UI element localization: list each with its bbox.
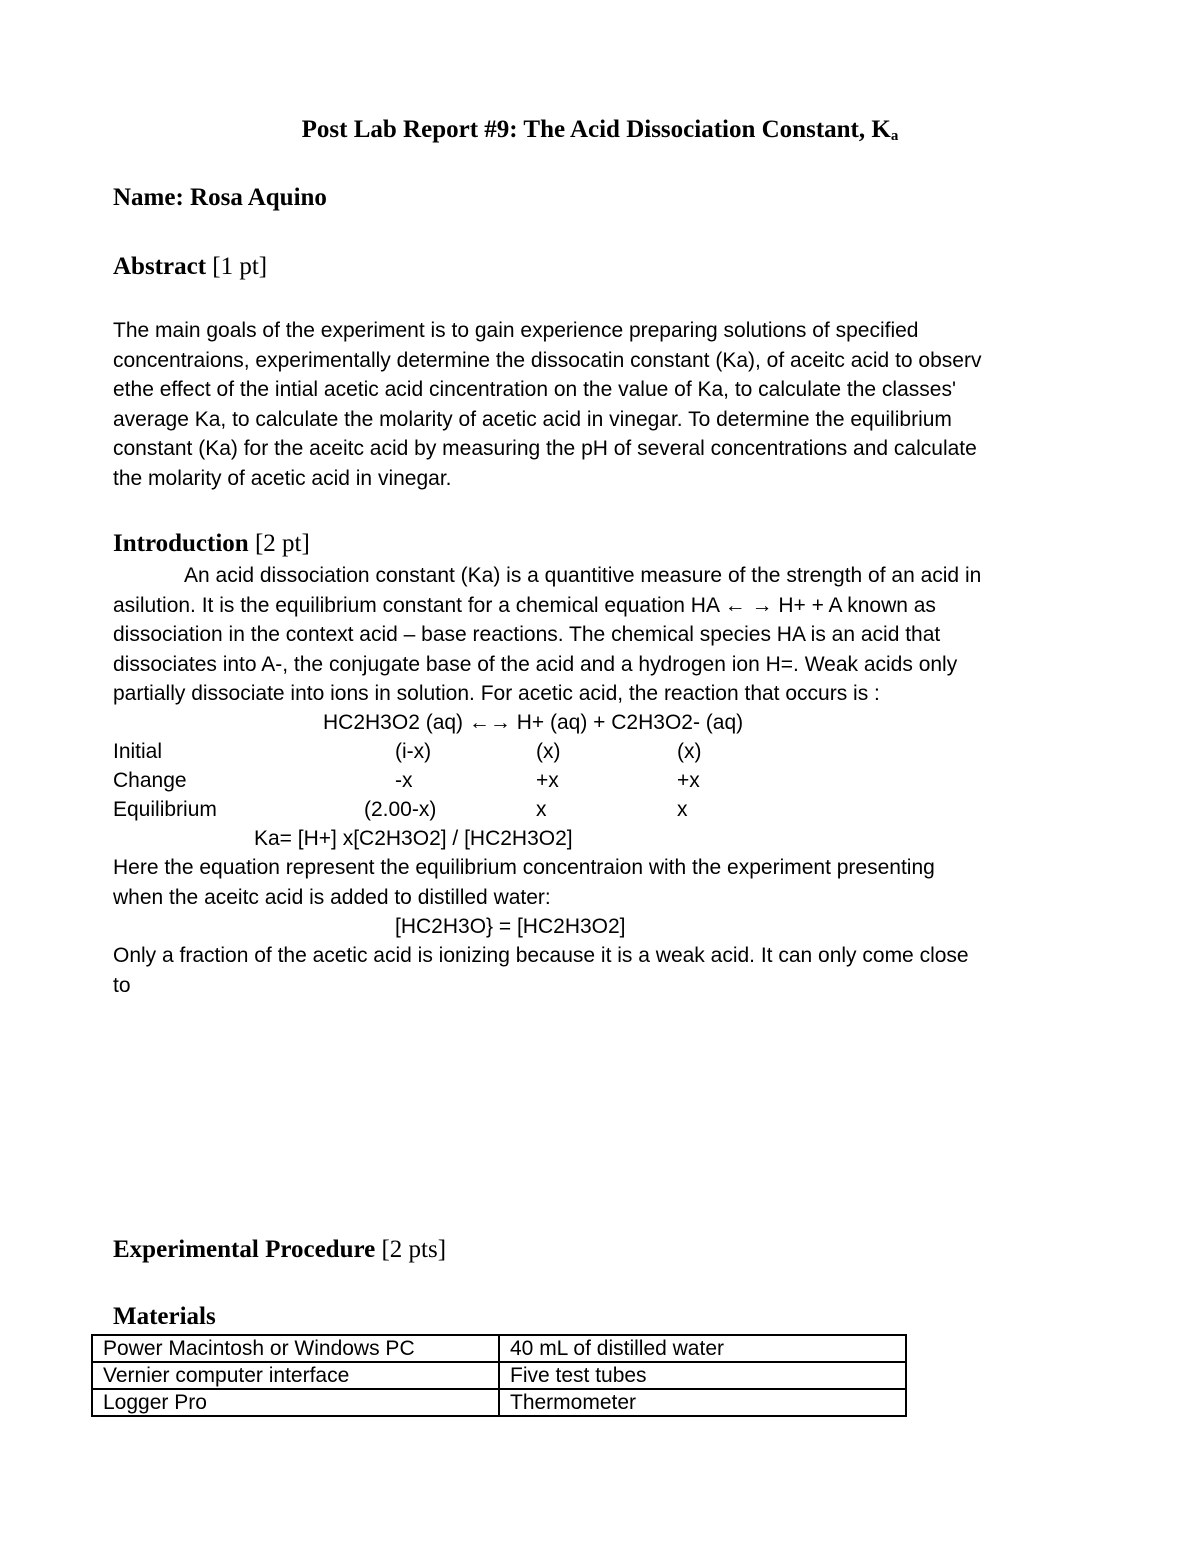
abstract-line: the molarity of acetic acid in vinegar. [113, 466, 452, 490]
ice-value: -x [395, 769, 413, 792]
table-cell: 40 mL of distilled water [499, 1335, 906, 1362]
ice-value: (i-x) [395, 740, 432, 763]
ice-label: Initial [113, 740, 163, 763]
abstract-line: concentraions, experimentally determine the dissocatin constant (Ka), of aceitc acid to observ [113, 348, 982, 372]
table-cell: Logger Pro [92, 1389, 499, 1416]
intro-line: An acid dissociation constant (Ka) is a quantitive measure of the strength of an acid in [184, 564, 982, 587]
ice-label: Equilibrium [113, 798, 217, 821]
name-heading: Name: Rosa Aquino [113, 184, 327, 211]
intro-line: when the aceitc acid is added to distilled water: [113, 885, 551, 909]
ice-value: +x [677, 769, 700, 792]
concentration-equality: [HC2H3O} = [HC2H3O2] [395, 915, 626, 938]
reaction-equation: HC2H3O2 (aq) ←→ H+ (aq) + C2H3O2- (aq) [323, 711, 744, 734]
table-cell: Vernier computer interface [92, 1362, 499, 1389]
ice-value: (x) [677, 740, 702, 763]
ice-value: (x) [536, 740, 561, 763]
materials-table [91, 1334, 907, 1417]
abstract-line: ethe effect of the intial acetic acid cincentration on the value of Ka, to calculate the classes' [113, 378, 956, 401]
abstract-line: average Ka, to calculate the molarity of acetic acid in vinegar. To determine the equilibrium [113, 407, 952, 431]
materials-heading: Materials [113, 1303, 216, 1330]
abstract-heading: Abstract [1 pt] [113, 253, 268, 280]
ice-label: Change [113, 769, 187, 792]
intro-line: asilution. It is the equilibrium constant for a chemical equation HA ← → H+ + A known as [113, 593, 936, 617]
table-row [92, 1389, 906, 1416]
intro-line: partially dissociate into ions in solution. For acetic acid, the reaction that occurs is : [113, 682, 880, 705]
ice-value: x [677, 798, 688, 821]
procedure-heading: Experimental Procedure [2 pts] [113, 1236, 447, 1263]
table-row [92, 1362, 906, 1389]
abstract-body [113, 316, 1093, 493]
table-cell: Power Macintosh or Windows PC [92, 1335, 499, 1362]
title-subscript: a [890, 128, 899, 144]
ice-value: x [536, 798, 547, 821]
intro-line: dissociates into A-, the conjugate base of the acid and a hydrogen ion H=. Weak acids only [113, 652, 958, 676]
abstract-line: constant (Ka) for the aceitc acid by measuring the pH of several concentrations and calculate [113, 437, 977, 460]
ka-expression: Ka= [H+] x[C2H3O2] / [HC2H3O2] [254, 827, 573, 850]
intro-line: Here the equation represent the equilibrium concentraion with the experiment presenting [113, 856, 935, 879]
abstract-line: The main goals of the experiment is to gain experience preparing solutions of specified [113, 319, 919, 342]
intro-line: dissociation in the context acid – base reactions. The chemical species HA is an acid that [113, 623, 941, 646]
introduction-body [113, 561, 1093, 709]
table-cell: Thermometer [499, 1389, 906, 1416]
introduction-after [113, 853, 1093, 912]
ice-value: (2.00-x) [364, 798, 437, 821]
table-row [92, 1335, 906, 1362]
introduction-final [113, 941, 1093, 1000]
introduction-heading: Introduction [2 pt] [113, 530, 310, 557]
report-title: Post Lab Report #9: The Acid Dissociation Constant, $K_a$ [301, 116, 899, 144]
intro-line: to [113, 973, 131, 997]
table-cell: Five test tubes [499, 1362, 906, 1389]
ice-value: +x [536, 769, 559, 792]
intro-line: Only a fraction of the acetic acid is ionizing because it is a weak acid. It can only come close [113, 944, 969, 967]
